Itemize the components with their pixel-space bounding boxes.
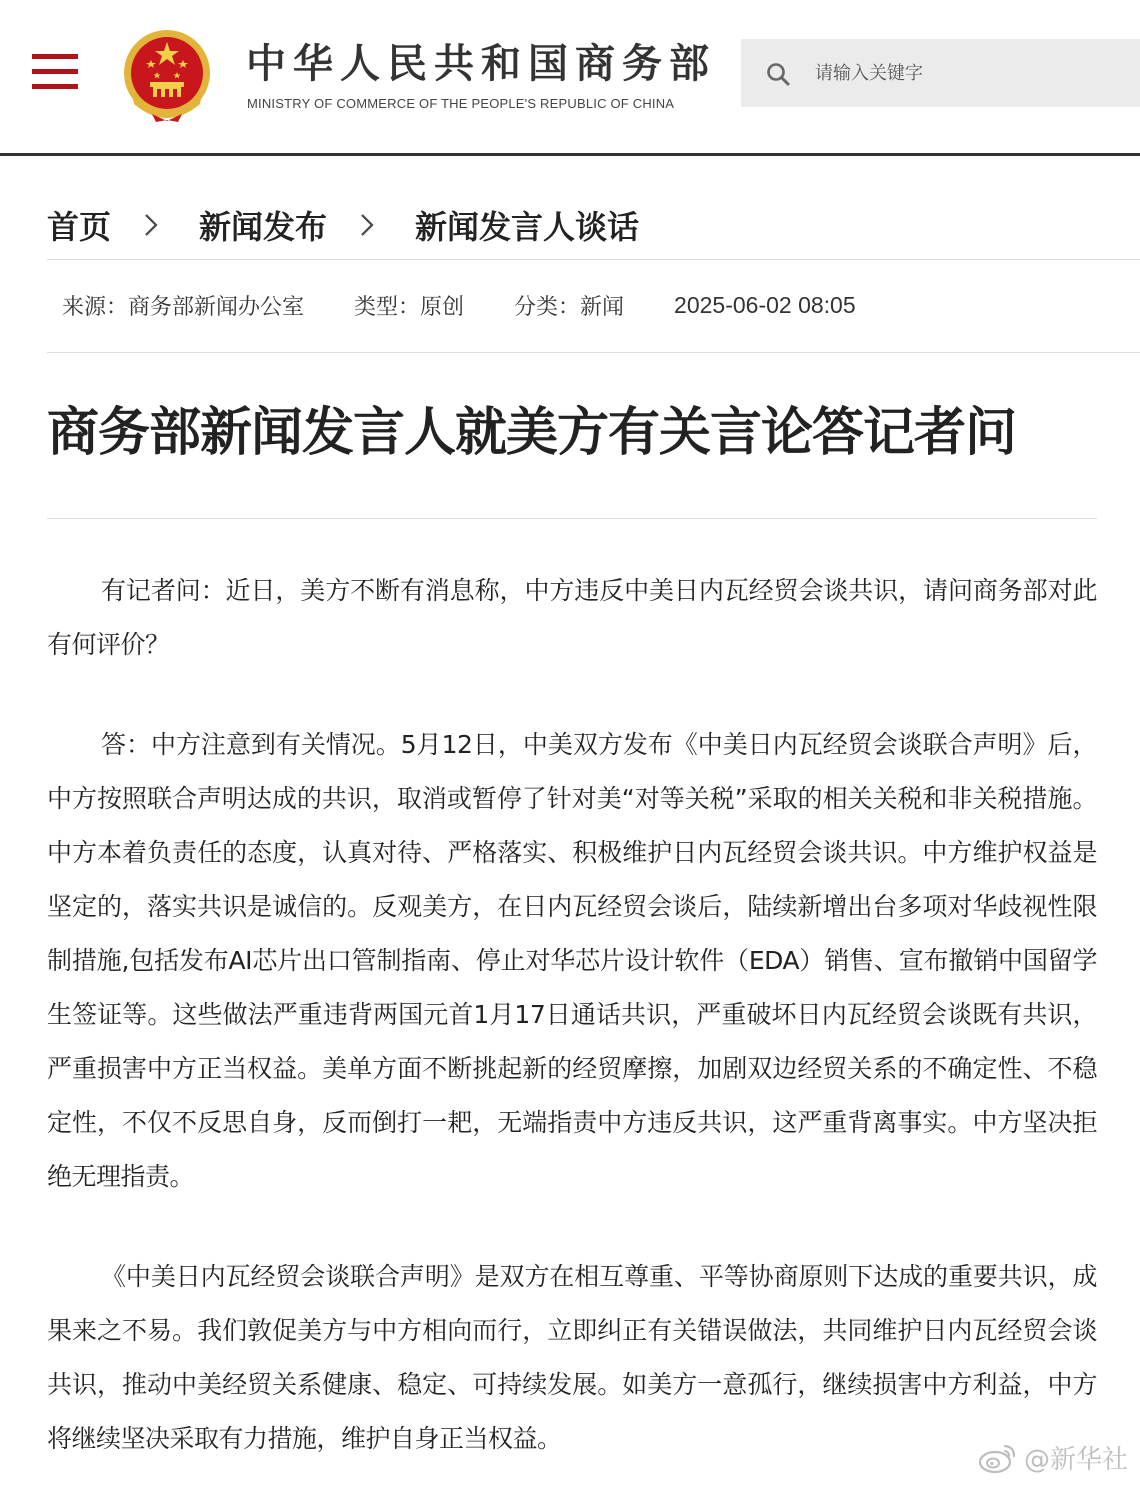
article-paragraph: 《中美日内瓦经贸会谈联合声明》是双方在相互尊重、平等协商原则下达成的重要共识，成果来之不易。我们敦促美方与中方相向而行，立即纠正有关错误做法，共同维护日内瓦经贸会谈共识，推动中美经贸关系健康、稳定、可持续发展。如美方一意孤行，继续损害中方利益，中方将继续坚决采取有力措施，维护自身正当权益。 <box>47 1262 1097 1453</box>
search-input[interactable] <box>815 53 1125 93</box>
article-paragraph: 答：中方注意到有关情况。5月12日，中美双方发布《中美日内瓦经贸会谈联合声明》后，中方按照联合声明达成的共识，取消或暂停了针对美“对等关税”采取的相关关税和非关税措施。中方本着负责任的态度，认真对待、严格落实、积极维护日内瓦经贸会谈共识。中方维护权益是坚定的，落实共识是诚信的。反观美方，在日内瓦经贸会谈后，陆续新增出台多项对华歧视性限制措施,包括发布AI芯片出口管制指南、停止对华芯片设计软件（EDA）销售、宣布撤销中国留学生签证等。这些做法严重违背两国元首1月17日通话共识，严重破坏日内瓦经贸会谈既有共识，严重损害中方正当权益。美单方面不断挑起新的经贸摩擦，加剧双边经贸关系的不确定性、不稳定性，不仅不反思自身，反而倒打一耙，无端指责中方违反共识，这严重背离事实。中方坚决拒绝无理指责。 <box>47 730 1097 1191</box>
divider <box>47 518 1097 519</box>
watermark <box>978 1439 1128 1476</box>
search-box <box>741 39 1140 107</box>
meta-type: 类型：原创 <box>354 294 465 320</box>
divider <box>47 259 1140 260</box>
breadcrumb-news-release[interactable]: 新闻发布 <box>199 208 328 246</box>
divider <box>47 352 1140 353</box>
chevron-right-icon <box>143 212 159 238</box>
national-emblem-logo[interactable] <box>122 28 212 123</box>
article-meta <box>62 287 856 323</box>
meta-source: 来源：商务部新闻办公室 <box>62 294 305 320</box>
breadcrumb <box>47 200 639 250</box>
site-title-en: MINISTRY OF COMMERCE OF THE PEOPLE'S REPUBLIC OF CHINA <box>247 96 675 111</box>
site-header <box>0 0 1140 156</box>
weibo-icon <box>978 1441 1018 1475</box>
breadcrumb-spokesperson-remarks[interactable]: 新闻发言人谈话 <box>415 208 640 246</box>
article-body <box>47 564 1097 1512</box>
article-paragraph: 有记者问：近日，美方不断有消息称，中方违反中美日内瓦经贸会谈共识，请问商务部对此有何评价？ <box>47 576 1097 659</box>
breadcrumb-home[interactable]: 首页 <box>47 208 112 246</box>
meta-datetime: 2025-06-02 08:05 <box>674 291 856 318</box>
watermark-text: @新华社 <box>1023 1445 1128 1475</box>
menu-icon[interactable] <box>32 54 78 90</box>
site-title-cn[interactable]: 中华人民共和国商务部 <box>246 40 716 87</box>
meta-category: 分类：新闻 <box>514 294 625 320</box>
chevron-right-icon <box>359 212 375 238</box>
article-title: 商务部新闻发言人就美方有关言论答记者问 <box>47 403 1017 463</box>
search-icon[interactable] <box>765 61 791 87</box>
